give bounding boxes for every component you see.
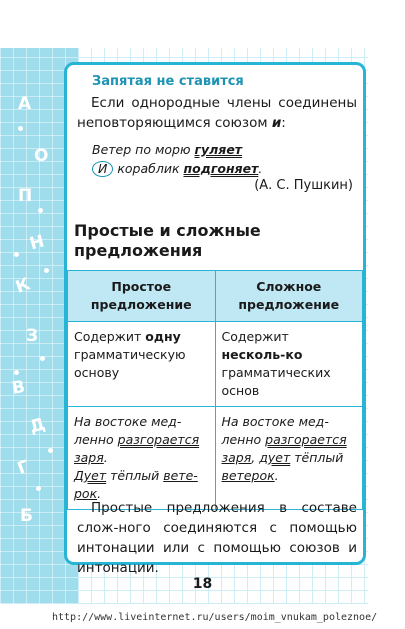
side-letter: К bbox=[12, 274, 33, 298]
side-letter: О bbox=[34, 146, 49, 166]
rule-union: и bbox=[271, 115, 282, 131]
example-verb: подгоняет bbox=[183, 161, 259, 176]
table-row bbox=[68, 322, 363, 407]
side-letter: А bbox=[18, 94, 32, 114]
decorative-dot bbox=[36, 486, 41, 491]
decorative-dot bbox=[14, 252, 19, 257]
example-end: . bbox=[258, 161, 263, 176]
punct: , bbox=[251, 450, 256, 465]
table-row bbox=[68, 407, 363, 510]
predicate: дует bbox=[259, 450, 291, 465]
example-quote bbox=[92, 140, 352, 178]
complex-example bbox=[215, 407, 363, 510]
cell-text: тёплый bbox=[110, 468, 160, 483]
table-header-row bbox=[68, 271, 363, 322]
page-number: 18 bbox=[192, 576, 213, 592]
source-url: http://www.liveinternet.ru/users/moim_vnukam_poleznoe/ bbox=[52, 612, 378, 623]
cell-text: Содержит bbox=[221, 329, 289, 344]
header-complex: Сложное предложение bbox=[215, 271, 363, 322]
predicate: Дует bbox=[74, 468, 107, 483]
example-text: кораблик bbox=[117, 161, 180, 176]
comparison-table bbox=[67, 270, 363, 510]
section-title: Простые и сложные предложения bbox=[74, 221, 261, 260]
cell-bold: одну bbox=[145, 329, 181, 344]
simple-example bbox=[68, 407, 216, 510]
cell-text: тёплый bbox=[294, 450, 344, 465]
side-letter: В bbox=[10, 377, 27, 399]
example-union: И bbox=[92, 161, 113, 177]
cell-text: На востоке мед-ленно bbox=[74, 414, 182, 447]
side-letter: З bbox=[26, 326, 39, 346]
punct: . bbox=[274, 468, 279, 483]
example-verb: гуляет bbox=[194, 142, 243, 157]
complex-definition bbox=[215, 322, 363, 407]
example-text: Ветер по морю bbox=[92, 142, 191, 157]
predicate: разгорается bbox=[265, 432, 347, 447]
quote-author: (А. С. Пушкин) bbox=[254, 178, 353, 193]
subject: заря bbox=[74, 450, 104, 465]
decorative-dot bbox=[14, 370, 19, 375]
note-title: Запятая не ставится bbox=[92, 74, 244, 89]
decorative-dot bbox=[40, 356, 45, 361]
decorative-dot bbox=[18, 126, 23, 131]
header-simple: Простое предложение bbox=[68, 271, 216, 322]
cell-text: Содержит bbox=[74, 329, 142, 344]
side-letter: Н bbox=[27, 231, 47, 255]
subject: ветерок bbox=[221, 468, 275, 483]
subject: вете-рок bbox=[74, 468, 198, 501]
rule-prefix: Если однородные члены соединены неповторяющимся союзом bbox=[77, 95, 357, 131]
predicate: разгорается bbox=[117, 432, 200, 447]
cell-text: На востоке мед-ленно bbox=[221, 414, 329, 447]
simple-definition bbox=[68, 322, 216, 407]
content-card bbox=[64, 62, 366, 576]
punct: . bbox=[97, 486, 102, 501]
cell-text: грамматических основ bbox=[221, 365, 331, 398]
cell-bold: несколь-ко bbox=[221, 347, 303, 362]
punct: . bbox=[103, 450, 108, 465]
side-letter: Д bbox=[27, 414, 48, 438]
decorative-dot bbox=[44, 268, 49, 273]
cell-text: грамматическую основу bbox=[74, 347, 186, 380]
decorative-dot bbox=[48, 448, 53, 453]
side-letter: Б bbox=[20, 506, 33, 526]
side-letter: Г bbox=[14, 456, 32, 480]
decorative-dot bbox=[38, 208, 43, 213]
rule-text bbox=[77, 93, 357, 133]
side-letter: П bbox=[18, 186, 33, 206]
rule-suffix: : bbox=[281, 115, 286, 131]
summary-text: Простые предложения в составе слож-ного соединяются с помощью интонации или с помощью союзов и интонации. bbox=[77, 500, 357, 576]
subject: заря bbox=[221, 450, 252, 465]
